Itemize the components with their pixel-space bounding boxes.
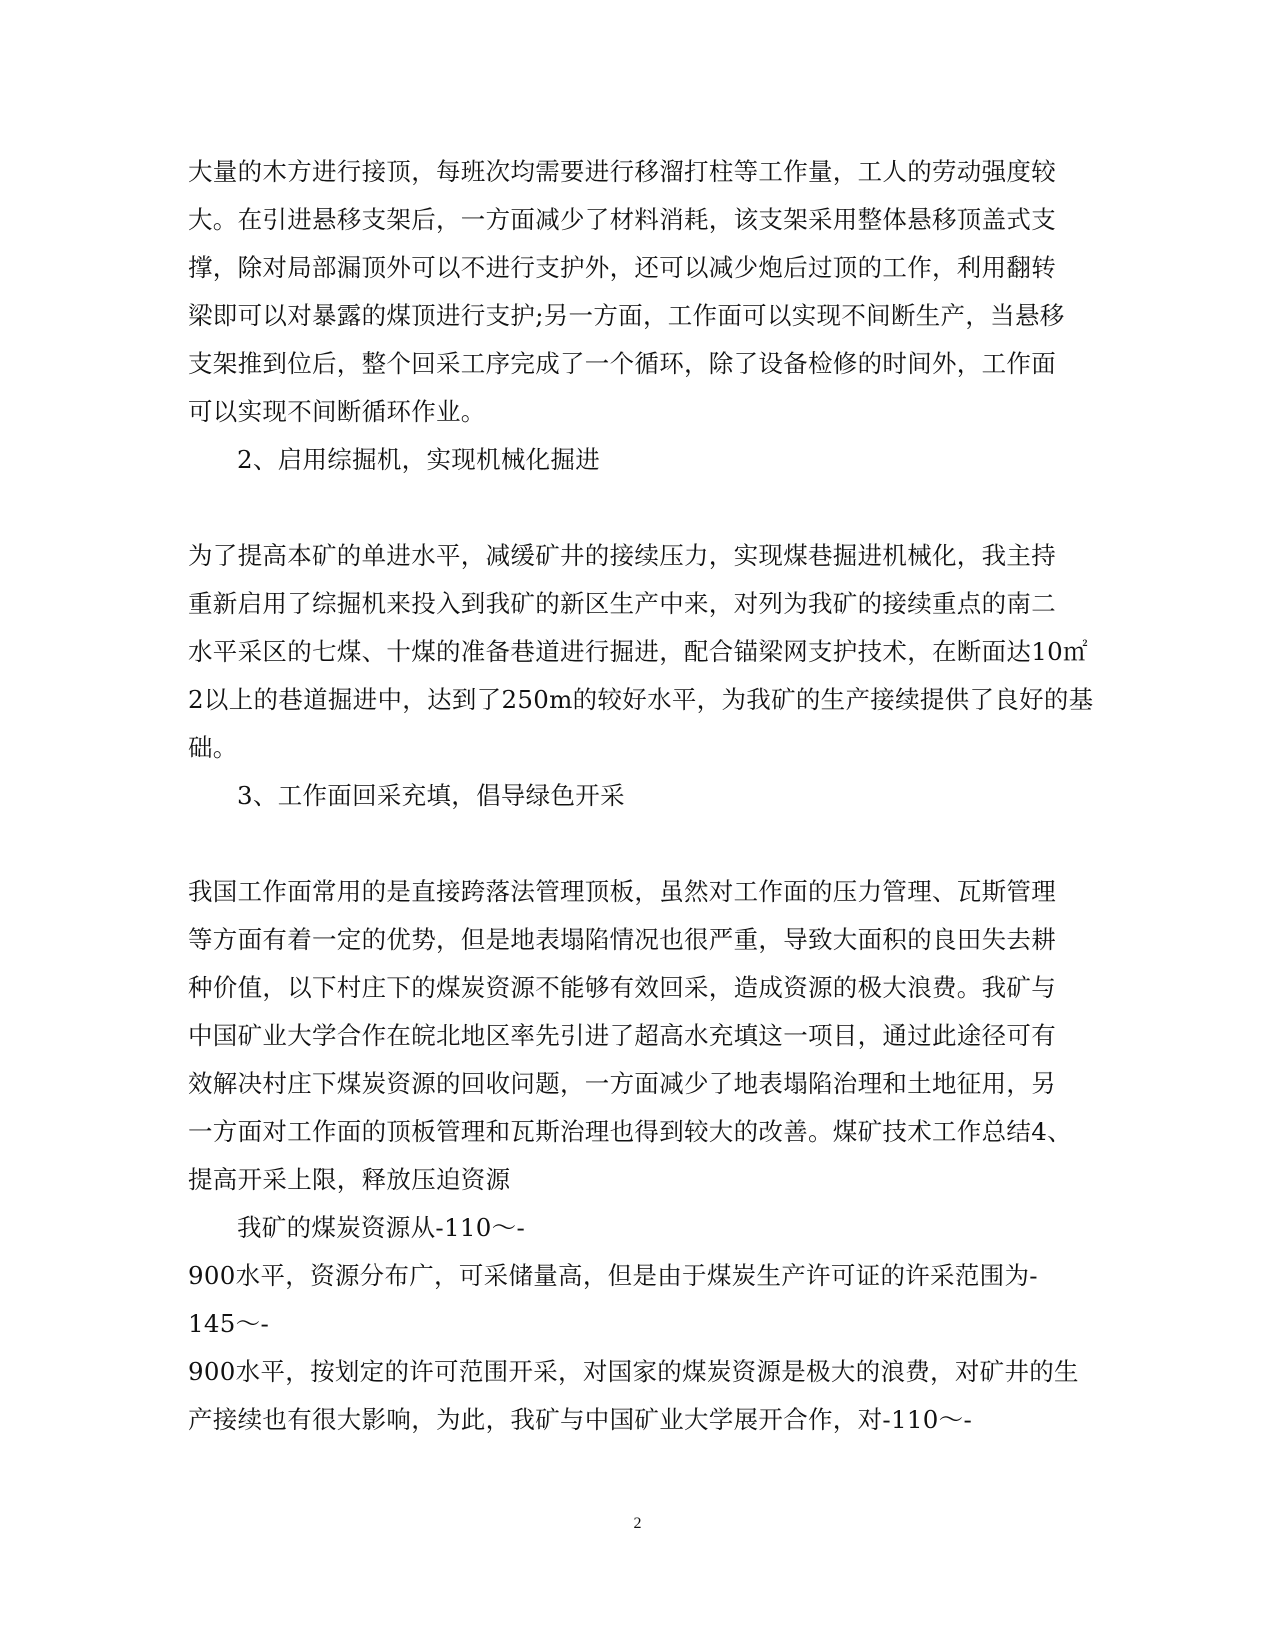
body-line: 支架推到位后，整个回采工序完成了一个循环，除了设备检修的时间外，工作面 bbox=[188, 349, 1056, 378]
body-line: 大量的木方进行接顶，每班次均需要进行移溜打柱等工作量，工人的劳动强度较 bbox=[188, 157, 1056, 186]
section-heading: 3、工作面回采充填，倡导绿色开采 bbox=[237, 781, 625, 810]
section-heading: 2、启用综掘机，实现机械化掘进 bbox=[237, 445, 601, 474]
body-line: 一方面对工作面的顶板管理和瓦斯治理也得到较大的改善。煤矿技术工作总结4、 bbox=[188, 1117, 1072, 1146]
page-number: 2 bbox=[633, 1515, 642, 1532]
body-line: 900水平，按划定的许可范围开采，对国家的煤炭资源是极大的浪费，对矿井的生 bbox=[188, 1357, 1079, 1386]
document-body bbox=[188, 148, 1094, 1444]
body-line: 水平采区的七煤、十煤的准备巷道进行掘进，配合锚梁网支护技术，在断面达10㎡ bbox=[188, 637, 1088, 666]
body-line: 种价值，以下村庄下的煤炭资源不能够有效回采，造成资源的极大浪费。我矿与 bbox=[188, 973, 1056, 1002]
body-line: 2以上的巷道掘进中，达到了250m的较好水平，为我矿的生产接续提供了良好的基 bbox=[188, 685, 1094, 714]
body-line: 效解决村庄下煤炭资源的回收问题，一方面减少了地表塌陷治理和土地征用，另 bbox=[188, 1069, 1056, 1098]
body-line: 可以实现不间断循环作业。 bbox=[188, 397, 486, 426]
body-line: 我矿的煤炭资源从-110～- bbox=[237, 1213, 526, 1242]
body-line: 产接续也有很大影响，为此，我矿与中国矿业大学展开合作，对-110～- bbox=[188, 1405, 973, 1434]
body-line: 重新启用了综掘机来投入到我矿的新区生产中来，对列为我矿的接续重点的南二 bbox=[188, 589, 1056, 618]
body-line: 梁即可以对暴露的煤顶进行支护;另一方面，工作面可以实现不间断生产，当悬移 bbox=[188, 301, 1065, 330]
body-line: 900水平，资源分布广，可采储量高，但是由于煤炭生产许可证的许采范围为- bbox=[188, 1261, 1038, 1290]
body-line: 撑，除对局部漏顶外可以不进行支护外，还可以减少炮后过顶的工作，利用翻转 bbox=[188, 253, 1056, 282]
body-line: 145～- bbox=[188, 1309, 270, 1338]
paragraph-gap bbox=[188, 820, 1073, 868]
body-line: 础。 bbox=[188, 733, 238, 762]
body-line: 我国工作面常用的是直接跨落法管理顶板，虽然对工作面的压力管理、瓦斯管理 bbox=[188, 877, 1056, 906]
body-line: 大。在引进悬移支架后，一方面减少了材料消耗，该支架采用整体悬移顶盖式支 bbox=[188, 205, 1056, 234]
body-line: 提高开采上限，释放压迫资源 bbox=[188, 1165, 511, 1194]
paragraph-gap bbox=[188, 484, 1073, 532]
body-line: 等方面有着一定的优势，但是地表塌陷情况也很严重，导致大面积的良田失去耕 bbox=[188, 925, 1056, 954]
body-line: 中国矿业大学合作在皖北地区率先引进了超高水充填这一项目，通过此途径可有 bbox=[188, 1021, 1056, 1050]
body-line: 为了提高本矿的单进水平，减缓矿井的接续压力，实现煤巷掘进机械化，我主持 bbox=[188, 541, 1056, 570]
